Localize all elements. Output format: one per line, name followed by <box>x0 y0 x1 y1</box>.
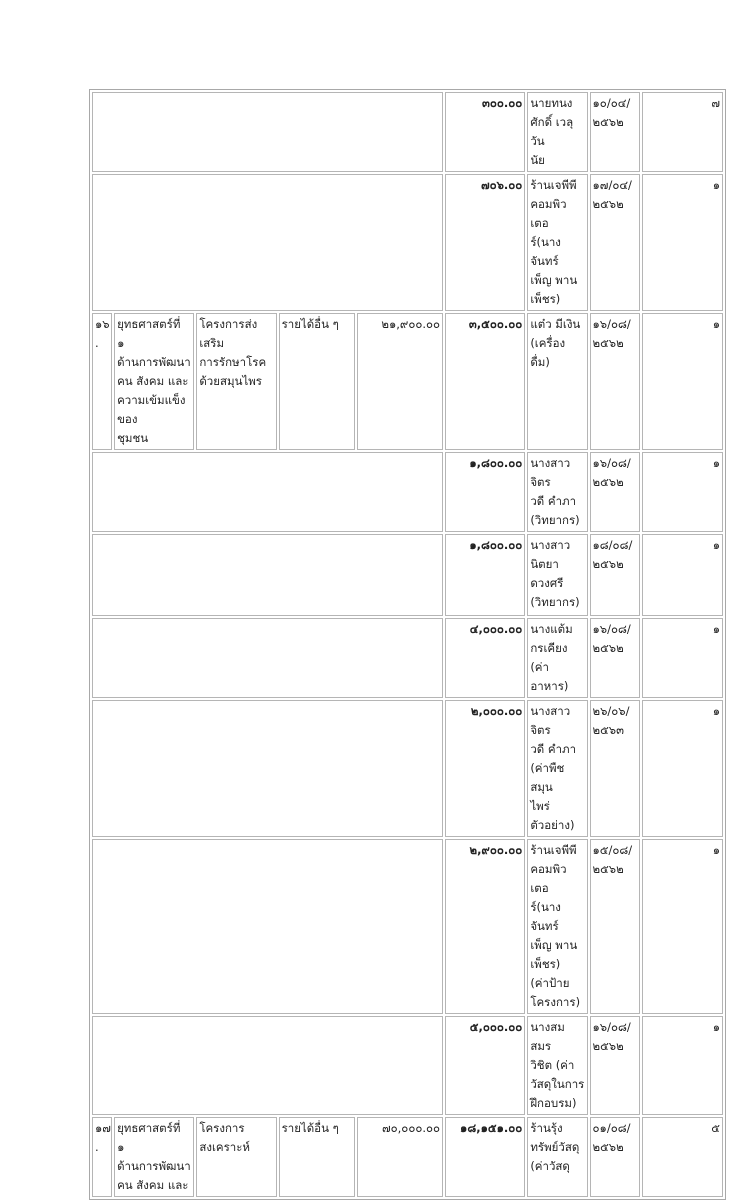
cell-line: ๒๕๖๒ <box>592 641 624 655</box>
amount-cell: ๒,๙๐๐.๐๐ <box>445 839 525 1014</box>
empty-merged-cell <box>92 534 443 616</box>
quantity-cell: ๑ <box>642 700 723 837</box>
amount-cell: ๕,๐๐๐.๐๐ <box>445 1016 525 1115</box>
date-cell <box>590 313 640 450</box>
payee-cell <box>527 1117 587 1197</box>
cell-line: นิตยา <box>530 557 559 571</box>
cell-line: โครงการ <box>199 1121 245 1135</box>
cell-line: เพ็ญ พาน <box>530 273 578 287</box>
date-cell <box>590 1016 640 1115</box>
payee-cell <box>527 534 587 616</box>
cell-line: (ค่าวัสดุ <box>530 1159 570 1173</box>
empty-merged-cell <box>92 92 443 172</box>
date-cell <box>590 452 640 532</box>
cell-line: ร์(นางจันทร์ <box>530 900 561 933</box>
cell-line: ฝึกอบรม) <box>530 1096 577 1110</box>
table-row <box>92 313 723 450</box>
strategy-cell <box>114 313 194 450</box>
date-cell <box>590 174 640 311</box>
cell-line: ความเข้มแข็งของ <box>117 393 186 426</box>
table-row <box>92 839 723 1014</box>
quantity-cell: ๑ <box>642 1016 723 1115</box>
project-cell <box>196 1117 276 1197</box>
date-cell <box>590 700 640 837</box>
cell-line: ๑๗/๐๔/ <box>592 178 632 192</box>
cell-line: (วิทยากร) <box>530 595 580 609</box>
date-cell <box>590 92 640 172</box>
date-cell <box>590 534 640 616</box>
quantity-cell: ๑ <box>642 174 723 311</box>
cell-line: วดี คำภา <box>530 494 577 508</box>
cell-line: . <box>95 336 99 350</box>
cell-line: ๒๕๖๒ <box>592 197 624 211</box>
cell-line: ร้านเจพีพี <box>530 843 577 857</box>
table-body <box>92 92 723 1197</box>
quantity-cell: ๑ <box>642 839 723 1014</box>
row-number <box>92 1117 112 1197</box>
cell-line: คน สังคม และ <box>117 374 189 388</box>
cell-line: ร์(นางจันทร์ <box>530 235 561 268</box>
cell-line: ๒๕๖๒ <box>592 862 624 876</box>
cell-line: วดี คำภา <box>530 742 577 756</box>
table-row <box>92 534 723 616</box>
cell-line: ๑๖/๐๘/ <box>592 456 631 470</box>
cell-line: ยุทธศาสตร์ที่ ๑ <box>117 317 181 350</box>
cell-line: ๒๕๖๒ <box>592 115 624 129</box>
cell-line: กรเคียง <box>530 641 568 655</box>
cell-line: แต๋ว มีเงิน <box>530 317 581 331</box>
cell-line: วิชิต (ค่า <box>530 1058 575 1072</box>
cell-line: . <box>95 1140 99 1154</box>
cell-line: ตัวอย่าง) <box>530 818 575 832</box>
payee-cell <box>527 313 587 450</box>
empty-merged-cell <box>92 174 443 311</box>
cell-line: ร้านรุ้ง <box>530 1121 563 1135</box>
cell-line: วัสดุในการ <box>530 1077 585 1091</box>
amount-cell: ๗๐๖.๐๐ <box>445 174 525 311</box>
table-row <box>92 1117 723 1197</box>
table-row <box>92 1016 723 1115</box>
cell-line: โครงการ) <box>530 995 581 1009</box>
budget-cell: ๗๐,๐๐๐.๐๐ <box>357 1117 443 1197</box>
table-row <box>92 618 723 698</box>
source-cell: รายได้อื่น ๆ <box>279 1117 355 1197</box>
empty-merged-cell <box>92 1016 443 1115</box>
payee-cell <box>527 1016 587 1115</box>
project-cell <box>196 313 276 450</box>
cell-line: นางสาวจิตร <box>530 456 571 489</box>
cell-line: (ค่าป้าย <box>530 976 570 990</box>
cell-line: ๑๖/๐๘/ <box>592 317 631 331</box>
quantity-cell: ๑ <box>642 452 723 532</box>
cell-line: ๒๕๖๓ <box>592 723 624 737</box>
quantity-cell: ๗ <box>642 92 723 172</box>
cell-line: โครงการส่งเสริม <box>199 317 258 350</box>
amount-cell: ๔,๐๐๐.๐๐ <box>445 618 525 698</box>
amount-cell: ๓๐๐.๐๐ <box>445 92 525 172</box>
cell-line: ๒๕๖๒ <box>592 1140 624 1154</box>
cell-line: ศักดิ์ เวลุวัน <box>530 115 574 148</box>
cell-line: ด้านการพัฒนา <box>117 1159 191 1173</box>
strategy-cell <box>114 1117 194 1197</box>
cell-line: ๒๕๖๒ <box>592 336 624 350</box>
date-cell <box>590 1117 640 1197</box>
cell-line: ๑๗ <box>95 1121 111 1135</box>
cell-line: ด้านการพัฒนา <box>117 355 191 369</box>
cell-line: ๑๘/๐๘/ <box>592 538 633 552</box>
cell-line: นางแต้ม <box>530 622 573 636</box>
cell-line: ชุมชน <box>117 431 149 445</box>
cell-line: เพ็ญ พาน <box>530 938 578 952</box>
cell-line: ไพร่ <box>530 799 550 813</box>
budget-cell: ๒๑,๙๐๐.๐๐ <box>357 313 443 450</box>
quantity-cell: ๑ <box>642 618 723 698</box>
table-row <box>92 174 723 311</box>
cell-line: ๑๖ <box>95 317 110 331</box>
empty-merged-cell <box>92 452 443 532</box>
cell-line: ๒๕๖๒ <box>592 557 624 571</box>
cell-line: ทรัพย์วัสดุ <box>530 1140 580 1154</box>
amount-cell: ๒,๐๐๐.๐๐ <box>445 700 525 837</box>
cell-line: ๒๖/๐๖/ <box>592 704 630 718</box>
cell-line: เพ็ชร) <box>530 957 561 971</box>
cell-line: ๒๕๖๒ <box>592 1039 624 1053</box>
cell-line: นางสาวจิตร <box>530 704 571 737</box>
disbursement-table <box>89 89 726 1200</box>
payee-cell <box>527 174 587 311</box>
quantity-cell: ๑ <box>642 313 723 450</box>
empty-merged-cell <box>92 700 443 837</box>
cell-line: ๑๐/๐๔/ <box>592 96 631 110</box>
quantity-cell: ๑ <box>642 534 723 616</box>
amount-cell: ๓,๕๐๐.๐๐ <box>445 313 525 450</box>
cell-line: ยุทธศาสตร์ที่ ๑ <box>117 1121 181 1154</box>
cell-line: คน สังคม และ <box>117 1178 189 1192</box>
cell-line: ดวงศรี <box>530 576 564 590</box>
cell-line: ๑๖/๐๘/ <box>592 1020 631 1034</box>
cell-line: เพ็ชร) <box>530 292 561 306</box>
cell-line: คอมพิวเตอ <box>530 862 567 895</box>
source-cell: รายได้อื่น ๆ <box>279 313 355 450</box>
cell-line: (วิทยากร) <box>530 513 580 527</box>
cell-line: (ค่าอาหาร) <box>530 660 569 693</box>
row-number <box>92 313 112 450</box>
date-cell <box>590 839 640 1014</box>
empty-merged-cell <box>92 839 443 1014</box>
table-row <box>92 452 723 532</box>
payee-cell <box>527 618 587 698</box>
amount-cell: ๑,๘๐๐.๐๐ <box>445 534 525 616</box>
cell-line: ๐๑/๐๘/ <box>592 1121 631 1135</box>
cell-line: ๑๖/๐๘/ <box>592 622 631 636</box>
cell-line: ๒๕๖๒ <box>592 475 624 489</box>
table-row <box>92 700 723 837</box>
cell-line: ร้านเจพีพี <box>530 178 577 192</box>
cell-line: นายทนง <box>530 96 573 110</box>
cell-line: ด้วยสมุนไพร <box>199 374 262 388</box>
cell-line: (ค่าพืชสมุน <box>530 761 565 794</box>
cell-line: การรักษาโรค <box>199 355 267 369</box>
date-cell <box>590 618 640 698</box>
empty-merged-cell <box>92 618 443 698</box>
amount-cell: ๑๘,๑๕๑.๐๐ <box>445 1117 525 1197</box>
cell-line: คอมพิวเตอ <box>530 197 567 230</box>
cell-line: นางสาว <box>530 538 571 552</box>
payee-cell <box>527 700 587 837</box>
cell-line: ๑๕/๐๘/ <box>592 843 633 857</box>
cell-line: สงเคราะห์ <box>199 1140 250 1154</box>
quantity-cell: ๕ <box>642 1117 723 1197</box>
payee-cell <box>527 92 587 172</box>
cell-line: (เครื่องดื่ม) <box>530 336 566 369</box>
payee-cell <box>527 839 587 1014</box>
table-row <box>92 92 723 172</box>
payee-cell <box>527 452 587 532</box>
cell-line: นัย <box>530 153 545 167</box>
amount-cell: ๑,๘๐๐.๐๐ <box>445 452 525 532</box>
cell-line: นางสมสมร <box>530 1020 565 1053</box>
